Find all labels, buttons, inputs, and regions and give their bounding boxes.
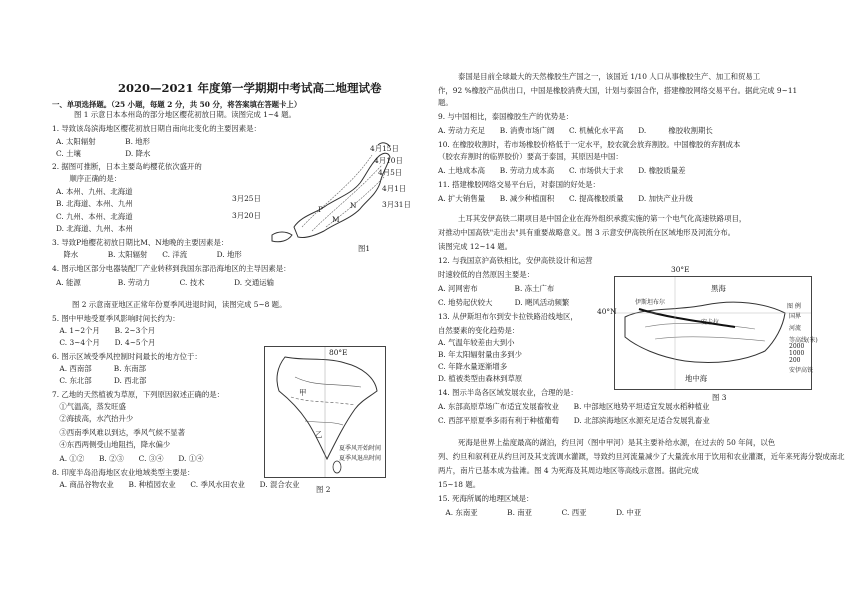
figure-caption: 图 3: [712, 393, 727, 402]
question-line: 土耳其安伊高铁二期项目是中国企业在海外组织承揽实施的第一个电气化高速铁路项目，: [458, 214, 747, 223]
question-line: C. 3~4个月 D. 4~5个月: [52, 338, 156, 347]
exam-title: 2020—2021 年度第一学期期中考试高二地理试卷: [118, 81, 382, 95]
question-line: C. 东北部 D. 西北部: [52, 376, 147, 385]
latitude-label: 40°N: [597, 307, 617, 316]
question-line: C. 西部平原夏季多雨有利于种植葡萄 D. 北部滨海地区水源充足适合发展乳畜业: [438, 416, 710, 425]
question-line: D. 植被类型由森林到草原: [438, 374, 523, 383]
question-line: B. 北海道、本州、九州: [56, 199, 133, 208]
question-line: 11. 搭建橡胶网络交易平台后，对泰国的好处是：: [438, 180, 600, 189]
date-label: 3月20日: [232, 211, 261, 220]
question-line: 6. 图示区域受季风控制时间最长的地方位于：: [52, 352, 202, 361]
question-line: 1. 导致该岛滨海地区樱花初放日期自南向北变化的主要因素是：: [52, 124, 261, 133]
question-line: A. 东南亚 B. 南亚 C. 西亚 D. 中亚: [438, 508, 642, 517]
place-label: 乙: [315, 430, 323, 439]
question-line: ③西南季风难以到达，季风气候不显著: [52, 428, 186, 437]
question-line: 10. 在橡胶收割时，若市场橡胶价格低于一定水平，胶农就会放弃割胶。中国橡胶的弃割成本: [438, 140, 741, 149]
question-line: 3. 导致P地樱花初放日期比M、N地晚的主要因素是：: [52, 238, 229, 247]
date-label: 4月15日: [370, 144, 399, 153]
point-label: M: [332, 215, 340, 224]
question-line: C. 地势起伏较大 D. 飓风活动频繁: [438, 298, 570, 307]
question-line: 降水 B. 太阳辐射 C. 洋流 D. 地形: [56, 250, 242, 259]
question-line: 图 1 示意日本本州岛的部分地区樱花初放日期。读图完成 1~4 题。: [74, 110, 296, 119]
question-line: 13. 从伊斯坦布尔到安卡拉铁路沿线地区，: [438, 312, 578, 321]
figure-caption: 图1: [358, 244, 371, 253]
place-label: 黑海: [711, 284, 726, 293]
question-line: 4. 图示地区部分电器装配厂产业转移到我国东部沿海地区的主导因素是：: [52, 264, 291, 273]
date-label: 4月10日: [374, 156, 403, 165]
legend-item: 安伊高铁: [789, 367, 814, 374]
legend-item: 夏季风退出时间: [339, 455, 382, 462]
date-label: 3月31日: [382, 200, 411, 209]
question-line: 时速较低的自然原因主要是：: [438, 270, 535, 279]
question-line: 2. 据图可推断，日本主要岛屿樱花依次盛开的: [52, 162, 202, 171]
contour-label: 1000: [789, 350, 805, 357]
question-line: 图 2 示意南亚地区正常年份夏季风进退时间，读图完成 5~8 题。: [72, 300, 287, 309]
question-line: （胶农弃割时的临界胶价）要高于泰国，其原因是中国：: [438, 152, 623, 161]
question-line: 14. 图示半岛各区域发展农业，合理的是：: [438, 388, 578, 397]
question-line: 题。: [438, 98, 453, 107]
question-line: A. 1~2个月 B. 2~3个月: [52, 326, 156, 335]
question-line: C. 年降水量逐渐增多: [438, 362, 508, 371]
question-line: A. 河网密布 B. 冻土广布: [438, 284, 555, 293]
longitude-label: 30°E: [671, 265, 690, 274]
question-line: 对推动中国高铁"走出去"具有重要战略意义。图 3 示意安伊高铁所在区域地形及河流分布。: [438, 228, 736, 237]
question-line: A. ①② B. ②③ C. ③④ D. ①④: [52, 454, 204, 463]
question-line: 死海是世界上盐度最高的湖泊，约旦河（图中甲河）是其主要补给水源，在过去的 50 年间，以色: [458, 438, 776, 447]
legend-item: 夏季风开始时间: [339, 445, 382, 452]
question-line: A. 劳动力充足 B. 消费市场广阔 C. 机械化水平高 D. 橡胶收割期长: [438, 126, 713, 135]
question-line: A. 商品谷物农业 B. 种植园农业 C. 季风水田农业 D. 混合农业: [52, 480, 300, 489]
question-line: A. 土地成本高 B. 劳动力成本高 C. 市场供大于求 D. 橡胶质量差: [438, 166, 686, 175]
question-line: A. 扩大销售量 B. 减少种植面积 C. 提高橡胶质量 D. 加快产业升级: [438, 194, 693, 203]
date-label: 4月5日: [378, 168, 403, 177]
figure-1-japan-map: [232, 135, 411, 253]
figure-3-turkey-map: [597, 265, 818, 390]
place-label: 安卡拉: [701, 319, 720, 326]
question-line: 列、约旦和叙利亚从约旦河及其支流调水灌溉，导致约旦河流量减少了大量流水用于饮用和农业灌溉，近年来死海分裂成南北: [438, 452, 845, 461]
question-line: C. 九州、本州、北海道: [56, 212, 133, 221]
question-line: 15~18 题。: [438, 480, 481, 489]
question-line: 读图完成 12~14 题。: [438, 242, 513, 251]
question-line: ①气温高，蒸发旺盛: [52, 402, 126, 411]
question-line: 12. 与我国京沪高铁相比，安伊高铁设计和运营: [438, 256, 593, 265]
question-line: 作，92 %橡胶产品供出口，中国是橡胶消费大国，计划与泰国合作，搭建橡胶网络交易平台。据此完成 9~11: [438, 86, 798, 95]
question-line: 15. 死海所属的地理区域是：: [438, 494, 534, 503]
question-line: A. 东部高原草场广布适宜发展畜牧业 B. 中部地区地势平坦适宜发展水稻种植业: [438, 402, 710, 411]
point-label: P: [318, 205, 323, 214]
date-label: 3月25日: [232, 194, 261, 203]
question-line: B. 年太阳辐射量由多到少: [438, 350, 523, 359]
place-label: 伊斯坦布尔: [635, 299, 666, 306]
figure-2-south-asia-map: [264, 346, 386, 478]
question-line: A. 太阳辐射 B. 地形: [56, 137, 151, 146]
question-line: A. 气温年较差由大到小: [438, 338, 515, 347]
question-line: C. 土壤 D. 降水: [56, 149, 151, 158]
legend-item: 国界: [789, 313, 802, 320]
point-label: N: [350, 201, 357, 210]
question-line: ④东西两侧受山地阻挡，降水偏少: [52, 440, 171, 449]
longitude-label: 80°E: [329, 348, 348, 357]
question-line: 9. 与中国相比，泰国橡胶生产的优势是：: [438, 112, 574, 121]
place-label: 地中海: [685, 374, 708, 383]
question-line: 5. 图中甲地受夏季风影响时间长约为：: [52, 314, 180, 323]
figure-caption: 图 2: [316, 485, 331, 494]
legend-item: 河流: [789, 325, 802, 332]
question-line: 泰国是目前全球最大的天然橡胶生产国之一，该国近 1/10 人口从事橡胶生产、加工和贸易工: [458, 72, 761, 81]
question-line: ②海拔高，水汽抬升少: [52, 414, 134, 423]
legend-title: 图 例: [787, 303, 801, 310]
question-line: 7. 乙地的天然植被为草原，下列原因叙述正确的是：: [52, 390, 224, 399]
question-line: 两片，南片已基本成为盐滩。图 4 为死海及其周边地区等高线示意图。据此完成: [438, 466, 699, 475]
question-line: D. 北海道、九州、本州: [56, 224, 133, 233]
legend-item: 等高线(米): [789, 337, 818, 344]
contour-label: 200: [789, 357, 801, 364]
question-line: A. 能源 B. 劳动力 C. 技术 D. 交通运输: [56, 278, 274, 287]
question-line: 8. 印度半岛沿海地区农业地域类型主要是：: [52, 468, 195, 477]
place-label: 甲: [299, 388, 307, 397]
contour-label: 2000: [789, 343, 805, 350]
question-line: 顺序正确的是：: [62, 174, 122, 183]
question-line: A. 西南部 B. 东南部: [52, 364, 147, 373]
section-heading: 一、单项选择题。（25 小题，每题 2 分，共 50 分，将答案填在答题卡上）: [52, 100, 302, 109]
question-line: 自然要素的变化趋势是：: [438, 326, 520, 335]
question-line: A. 本州、九州、北海道: [56, 187, 133, 196]
date-label: 4月1日: [382, 184, 407, 193]
